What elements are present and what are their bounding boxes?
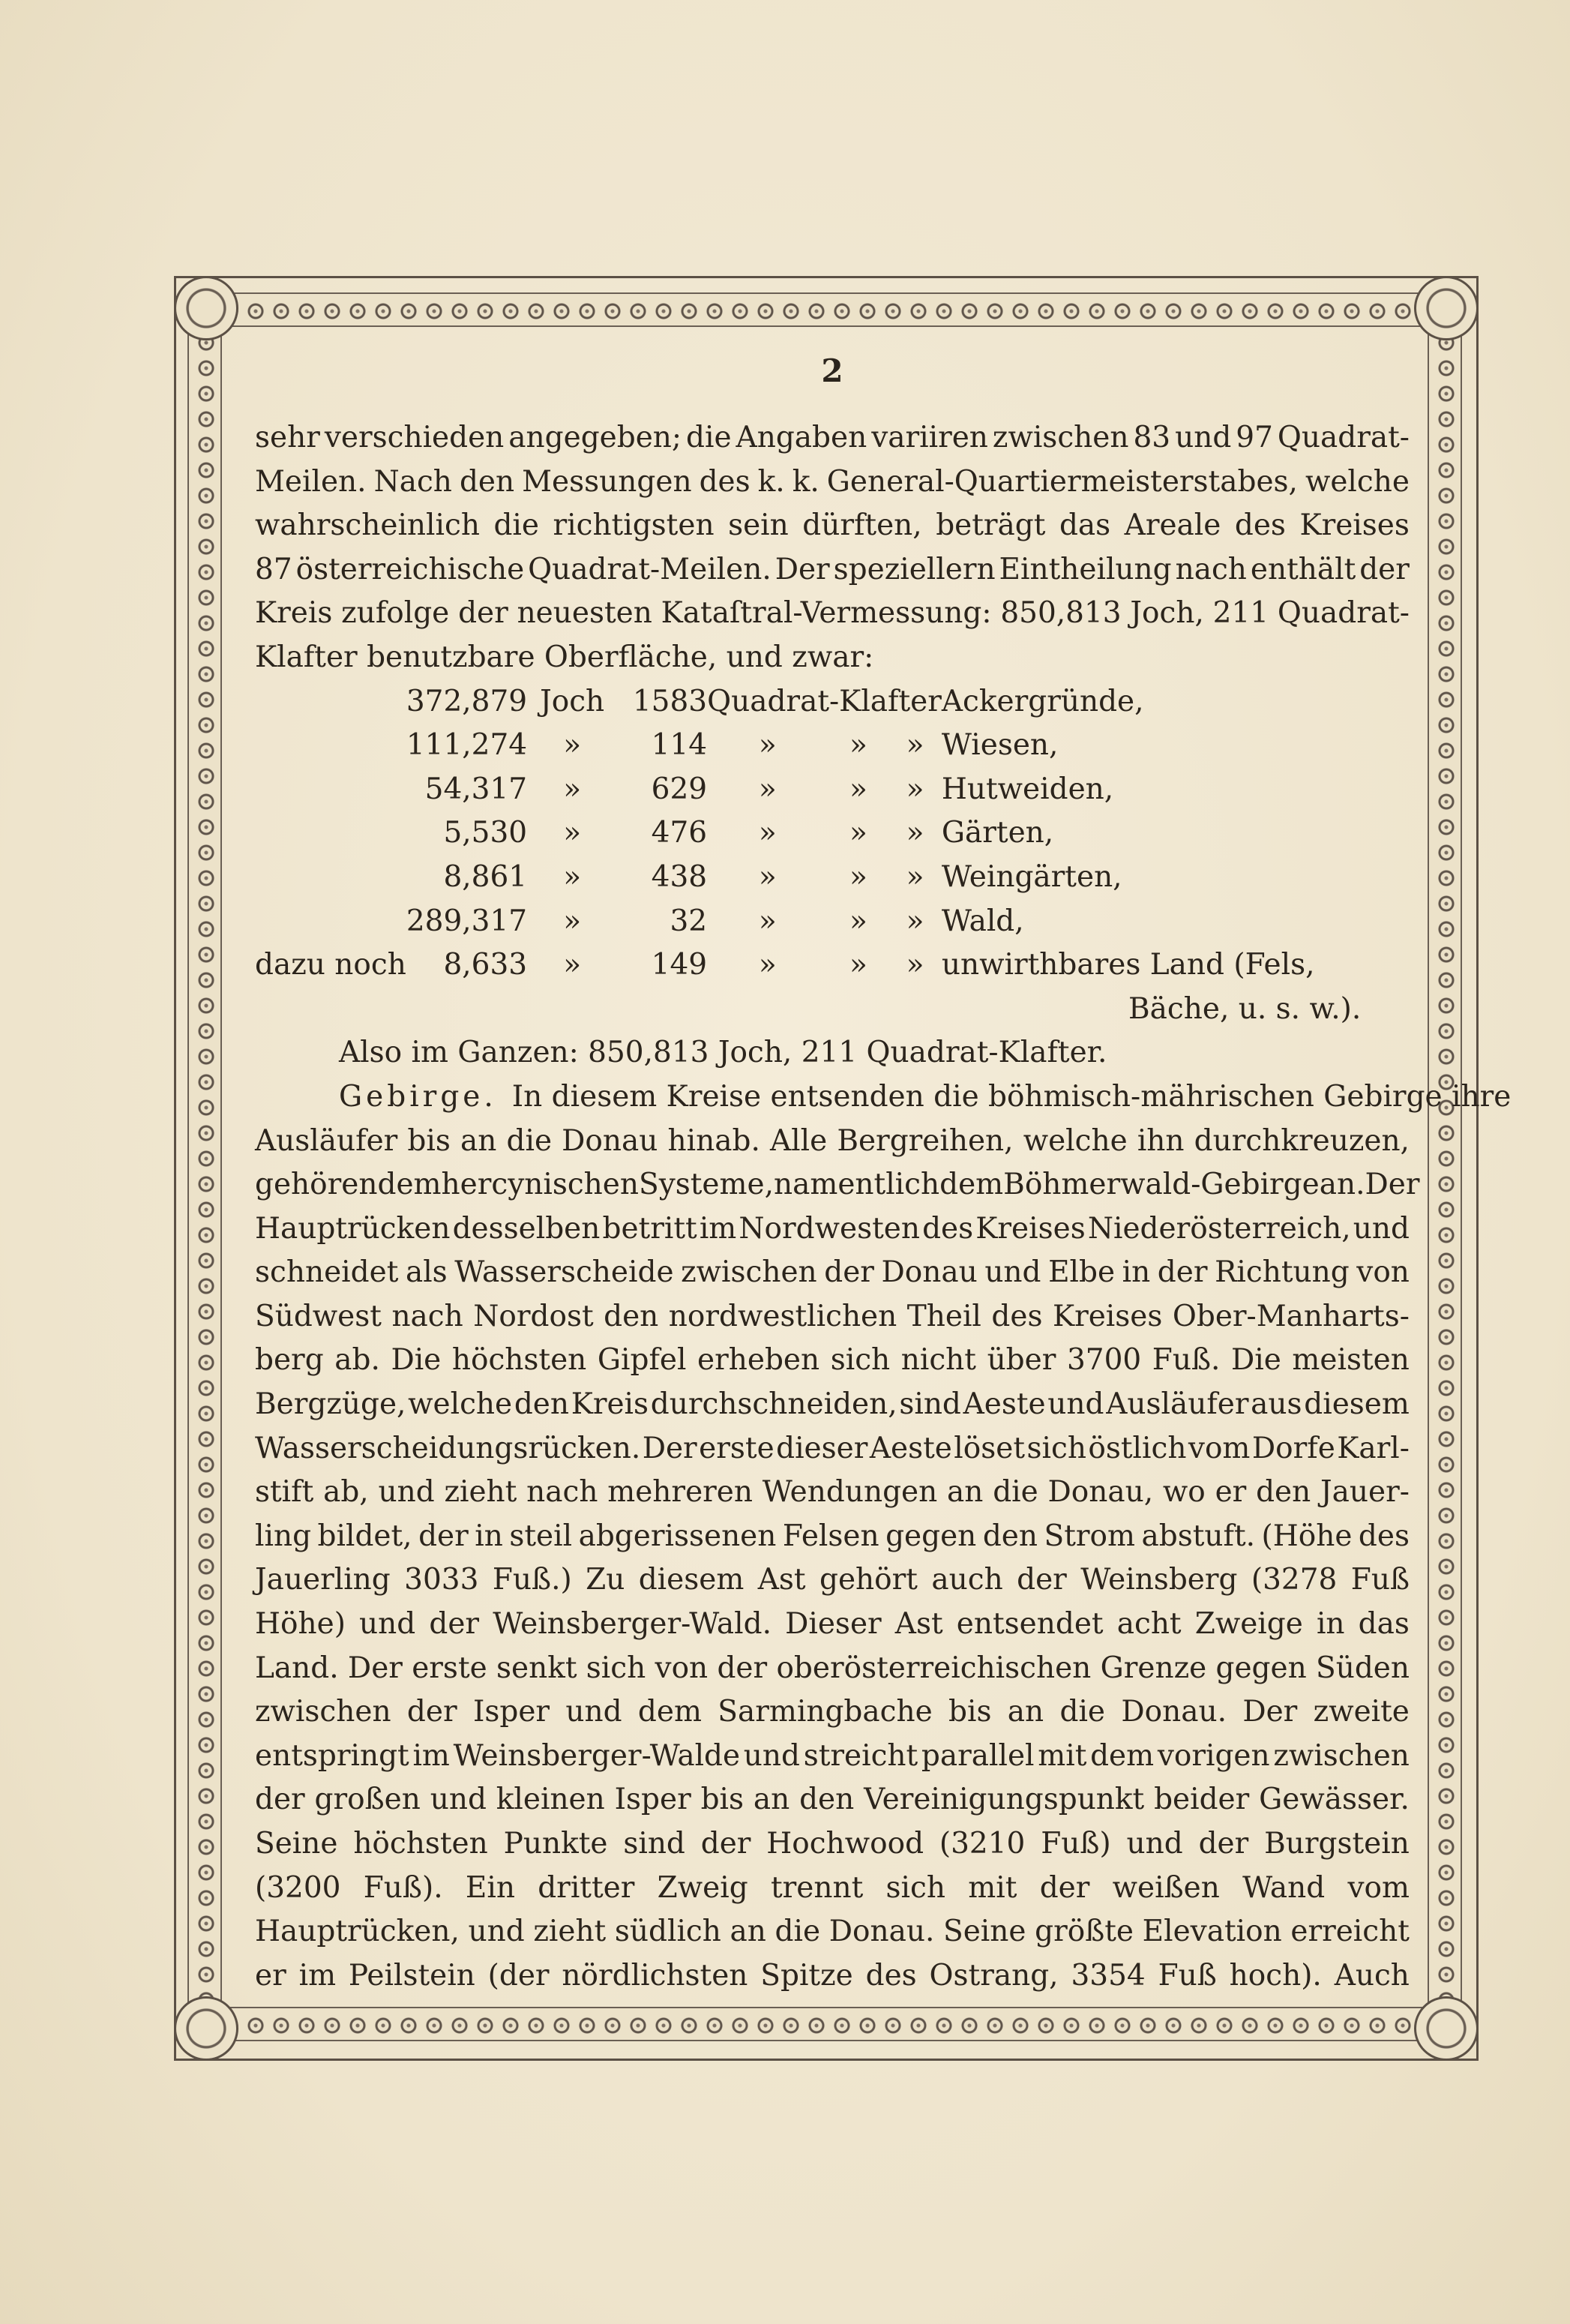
text-line: der großen und kleinen Isper bis an den Vereinigungspunkt beider Gewässer. <box>255 1783 1410 1817</box>
land-row-prefix <box>255 680 406 724</box>
land-row-ditto-3: » <box>906 816 924 850</box>
land-row-joch-unit: » <box>563 948 582 982</box>
land-row-ditto-2: » <box>849 859 867 894</box>
text-line: Hauptrücken desselben betritt im Nordwesten des Kreises Niederösterreich, und <box>255 1211 1410 1246</box>
text-line: berg ab. Die höchsten Gipfel erheben sich nicht über 3700 Fuß. Die meisten <box>255 1343 1410 1378</box>
land-row-ditto-3: » <box>906 948 924 982</box>
text-line: Kreis zufolge der neuesten Kataſtral-Vermessung: 850,813 Joch, 211 Quadrat- <box>255 596 1410 631</box>
land-row-joch-unit: » <box>563 728 582 763</box>
land-row-ditto-2: » <box>849 948 867 982</box>
text-line: schneidet als Wasserscheide zwischen der Donau und Elbe in der Richtung von <box>255 1255 1410 1290</box>
land-row-ditto-1: » <box>758 859 777 894</box>
land-row-klafter: 149 <box>651 948 708 982</box>
land-row-prefix <box>255 811 406 856</box>
land-row <box>255 856 1315 900</box>
text-line: Hauptrücken, und zieht südlich an die Donau. Seine größte Elevation erreicht <box>255 1915 1410 1949</box>
land-row <box>255 680 1315 724</box>
text-line: Jauerling 3033 Fuß.) Zu diesem Ast gehört auch der Weinsberg (3278 Fuß <box>255 1563 1410 1597</box>
text-line-rest: In diesem Kreise entsenden die böhmisch-mährischen Gebirge ihre <box>511 1079 1512 1114</box>
land-row-ditto-1: » <box>758 904 777 938</box>
section-heading-gebirge: Gebirge. <box>339 1079 497 1114</box>
text-line: Bergzüge, welche den Kreis durchschneiden, sind Aeste und Ausläufer aus diesem <box>255 1387 1410 1422</box>
land-row-joch: 8,861 <box>443 859 528 894</box>
land-row-joch: 289,317 <box>406 904 528 938</box>
land-row-joch-unit: Joch <box>540 684 605 718</box>
ornament-band-left <box>187 330 222 2002</box>
corner-ornament-top-left <box>174 276 238 340</box>
land-row-klafter: 476 <box>651 816 708 850</box>
land-row <box>255 768 1315 812</box>
intro-paragraph <box>255 416 1410 680</box>
land-row-prefix <box>255 768 406 812</box>
text-line: gehören dem hercynischen Systeme, namentlich dem Böhmerwald-Gebirge an. Der <box>255 1168 1420 1202</box>
page-number: 2 <box>821 352 843 389</box>
land-row-joch: 5,530 <box>443 816 528 850</box>
text-line: zwischen der Isper und dem Sarmingbache bis an die Donau. Der zweite <box>255 1695 1410 1729</box>
table-continuation: Bäche, u. s. w.). <box>1128 991 1362 1026</box>
land-row-ditto-3: » <box>906 859 924 894</box>
land-row-joch: 372,879 <box>406 684 528 718</box>
text-line: entspringt im Weinsberger-Walde und streicht parallel mit dem vorigen zwischen <box>255 1738 1410 1773</box>
land-use-table <box>255 680 1315 988</box>
land-row-ditto-2: » <box>849 728 867 763</box>
text-line: Klafter benutzbare Oberfläche, und zwar: <box>255 640 874 674</box>
land-row <box>255 943 1315 988</box>
land-row-ditto-3: » <box>906 904 924 938</box>
land-row-name: unwirthbares Land (Fels, <box>941 948 1315 982</box>
land-row-ditto-3: » <box>906 728 924 763</box>
text-line: Wasserscheidungsrücken. Der erste dieser Aeste löset sich östlich vom Dorfe Karl- <box>255 1431 1410 1465</box>
land-row-prefix: dazu noch <box>255 948 406 982</box>
land-row-prefix <box>255 724 406 768</box>
corner-ornament-bottom-right <box>1414 1996 1479 2061</box>
ornament-band-top <box>217 292 1440 327</box>
text-line: Land. Der erste senkt sich von der oberösterreichischen Grenze gegen Süden <box>255 1651 1410 1685</box>
text-line: 87 österreichische Quadrat-Meilen. Der speziellern Eintheilung nach enthält der <box>255 552 1410 586</box>
land-row-klafter: 629 <box>651 772 708 806</box>
land-row-name: Hutweiden, <box>941 772 1114 806</box>
ornament-band-right <box>1428 330 1462 2002</box>
land-row-ditto-1: » <box>758 948 777 982</box>
page-body <box>255 416 1512 1998</box>
land-row-name: Ackergründe, <box>941 684 1144 718</box>
land-row-ditto-2: » <box>849 772 867 806</box>
land-row-joch-unit: » <box>563 816 582 850</box>
gebirge-paragraph <box>255 1075 1512 1998</box>
land-row-klafter: 114 <box>651 728 708 763</box>
text-line: Ausläufer bis an die Donau hinab. Alle Bergreihen, welche ihn durchkreuzen, <box>255 1123 1410 1158</box>
text-line: (3200 Fuß). Ein dritter Zweig trennt sich mit der weißen Wand vom <box>255 1870 1410 1905</box>
text-line <box>255 1075 1512 1120</box>
land-row-prefix <box>255 900 406 944</box>
land-row-klafter: 1583 <box>632 684 708 718</box>
corner-ornament-bottom-left <box>174 1996 238 2061</box>
land-row-joch: 54,317 <box>424 772 528 806</box>
land-row-joch-unit: » <box>563 904 582 938</box>
land-row-name: Wald, <box>941 904 1024 938</box>
text-line: er im Peilstein (der nördlichsten Spitze des Ostrang, 3354 Fuß hoch). Auch <box>255 1958 1410 1993</box>
ornament-band-bottom <box>217 2007 1440 2041</box>
land-row-klafter: 32 <box>670 904 708 938</box>
land-row-ditto-3: » <box>906 772 924 806</box>
land-row-ditto-2: » <box>849 904 867 938</box>
land-row <box>255 900 1315 944</box>
land-row-name: Weingärten, <box>941 859 1122 894</box>
text-line: wahrscheinlich die richtigsten sein dürften, beträgt das Areale des Kreises <box>255 508 1410 543</box>
land-row <box>255 724 1315 768</box>
land-row-ditto-1: » <box>758 772 777 806</box>
text-line: Höhe) und der Weinsberger-Wald. Dieser Ast entsendet acht Zweige in das <box>255 1607 1410 1642</box>
text-line: ling bildet, der in steil abgerissenen Felsen gegen den Strom abstuft. (Höhe des <box>255 1519 1410 1553</box>
corner-ornament-top-right <box>1414 276 1479 340</box>
land-row-joch-unit: » <box>563 772 582 806</box>
land-row-name: Wiesen, <box>941 728 1059 763</box>
land-row-joch: 111,274 <box>406 728 528 763</box>
text-line: Meilen. Nach den Messungen des k. k. General-Quartiermeisterstabes, welche <box>255 464 1410 499</box>
land-row-ditto-1: » <box>758 816 777 850</box>
text-line: sehr verschieden angegeben; die Angaben variiren zwischen 83 und 97 Quadrat- <box>255 421 1410 454</box>
land-row-joch: 8,633 <box>443 948 528 982</box>
land-row-prefix <box>255 856 406 900</box>
land-row-klafter: 438 <box>651 859 708 894</box>
land-row-name: Gärten, <box>941 816 1054 850</box>
text-line: Südwest nach Nordost den nordwestlichen Theil des Kreises Ober-Manharts- <box>255 1299 1410 1333</box>
land-row <box>255 811 1315 856</box>
land-row-ditto-1: » <box>758 728 777 763</box>
land-row-ditto-1: Quadrat-Klafter <box>707 684 942 718</box>
text-line: stift ab, und zieht nach mehreren Wendungen an die Donau, wo er den Jauer- <box>255 1475 1410 1510</box>
land-row-joch-unit: » <box>563 859 582 894</box>
land-row-ditto-2: » <box>849 816 867 850</box>
text-line: Seine höchsten Punkte sind der Hochwood (3210 Fuß) und der Burgstein <box>255 1827 1410 1861</box>
total-line: Also im Ganzen: 850,813 Joch, 211 Quadrat-Klafter. <box>339 1036 1107 1070</box>
